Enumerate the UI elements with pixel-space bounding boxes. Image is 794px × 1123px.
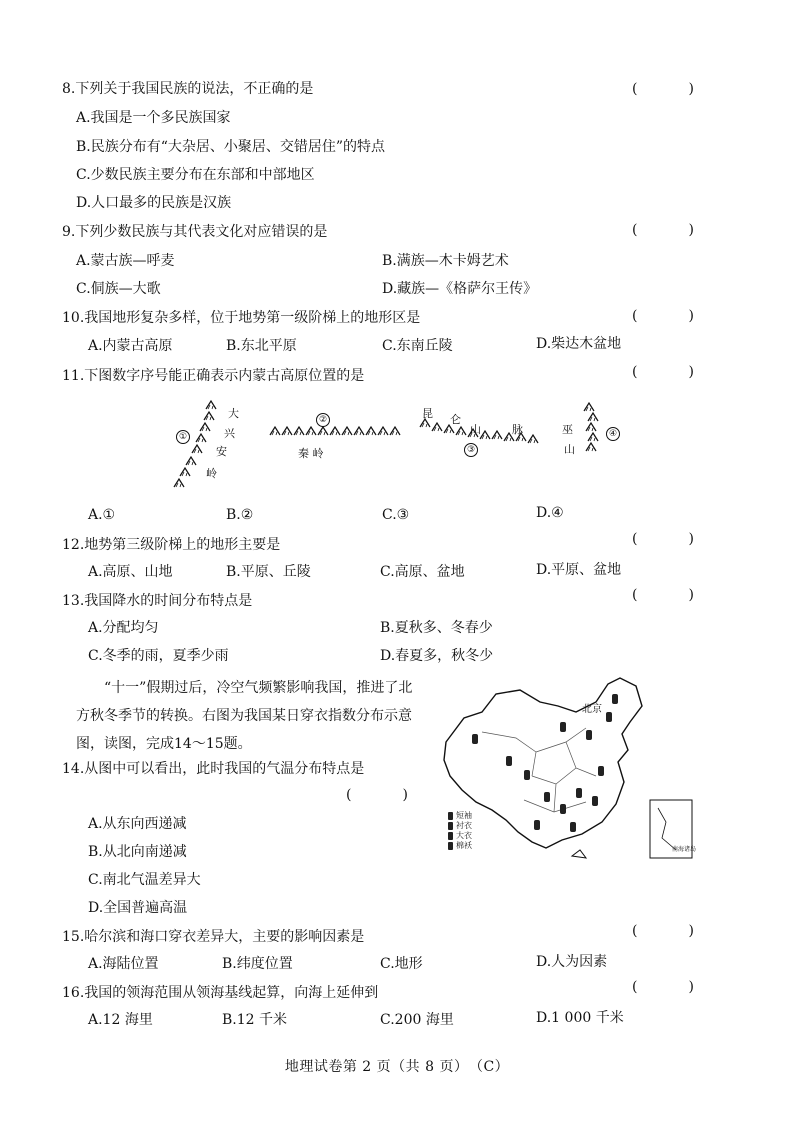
page-footer: 地理试卷第 2 页（共 8 页） （C） — [284, 1059, 510, 1075]
label-mai: 脉 — [512, 423, 523, 436]
answer-blank-q13[interactable]: ( ) — [632, 587, 694, 603]
q12-stem: 12.地势第三级阶梯上的地形主要是 — [62, 537, 281, 553]
q16-option-d: D.1 000 千米 — [536, 1010, 624, 1026]
answer-blank-q15[interactable]: ( ) — [632, 923, 694, 939]
q16-option-b: B.12 千米 — [222, 1012, 288, 1028]
q14-stem: 14.从图中可以看出，此时我国的气温分布特点是 — [62, 761, 365, 777]
q16-stem: 16.我国的领海范围从领海基线起算，向海上延伸到 — [62, 985, 379, 1001]
q15-option-c: C.地形 — [380, 956, 423, 972]
q12-option-b: B.平原、丘陵 — [226, 564, 311, 580]
label-wu: 巫 — [562, 423, 573, 436]
q11-stem: 11.下图数字序号能正确表示内蒙古高原位置的是 — [62, 368, 365, 384]
q11-option-c: C.③ — [382, 507, 410, 523]
q11-option-d: D.④ — [536, 505, 564, 521]
answer-blank-q10[interactable]: ( ) — [632, 308, 694, 324]
q10-option-d: D.柴达木盆地 — [536, 336, 622, 352]
q9-option-c: C.侗族—大歌 — [76, 281, 161, 297]
reading-passage: “十一”假期过后，冷空气频繁影响我国，推进了北方秋冬季节的转换。右图为我国某日穿衣指数分布示意图，读图，完成14～15题。 — [76, 680, 413, 752]
label-da: 大 — [228, 407, 239, 420]
q8-option-b: B.民族分布有“大杂居、小聚居、交错居住”的特点 — [76, 139, 386, 155]
q9-option-d: D.藏族—《格萨尔王传》 — [382, 281, 538, 297]
q14-option-b: B.从北向南递减 — [88, 844, 187, 860]
label-shan2: 山 — [564, 443, 575, 456]
q12-option-c: C.高原、盆地 — [380, 564, 465, 580]
answer-blank-q12[interactable]: ( ) — [632, 531, 694, 547]
q8-option-d: D.人口最多的民族是汉族 — [76, 195, 232, 211]
q16-option-a: A.12 海里 — [88, 1012, 153, 1028]
q16-option-c: C.200 海里 — [380, 1012, 454, 1028]
q10-option-a: A.内蒙古高原 — [88, 338, 173, 354]
answer-blank-q11[interactable]: ( ) — [632, 364, 694, 380]
q11-option-b: B.② — [226, 507, 254, 523]
legend-shirt: 衬衣 — [456, 821, 472, 830]
q9-option-b: B.满族—木卡姆艺术 — [382, 253, 509, 269]
city-label-beijing: 北京 — [582, 704, 602, 715]
qinling-mountains — [270, 427, 400, 435]
q10-stem: 10.我国地形复杂多样，位于地势第一级阶梯上的地形区是 — [62, 310, 421, 326]
label-xing: 兴 — [224, 427, 235, 440]
q13-option-d: D.春夏多，秋冬少 — [380, 648, 494, 664]
q13-option-c: C.冬季的雨，夏季少雨 — [88, 648, 229, 664]
answer-blank-q16[interactable]: ( ) — [632, 979, 694, 995]
q9-option-a: A.蒙古族—呼麦 — [76, 253, 175, 269]
answer-blank-q14[interactable]: ( ) — [346, 787, 408, 803]
label-3: ③ — [464, 443, 478, 457]
legend-padded-jacket: 棉袄 — [456, 841, 472, 850]
label-an: 安 — [216, 445, 227, 458]
q9-stem: 9.下列少数民族与其代表文化对应错误的是 — [62, 224, 328, 240]
answer-blank-q9[interactable]: ( ) — [632, 222, 694, 238]
q14-option-c: C.南北气温差异大 — [88, 872, 201, 888]
q13-option-a: A.分配均匀 — [88, 620, 159, 636]
q15-option-b: B.纬度位置 — [222, 956, 293, 972]
q12-option-d: D.平原、盆地 — [536, 562, 622, 578]
q8-stem: 8.下列关于我国民族的说法，不正确的是 — [62, 81, 314, 97]
q14-option-d: D.全国普遍高温 — [88, 900, 188, 916]
q12-option-a: A.高原、山地 — [88, 564, 173, 580]
q13-stem: 13.我国降水的时间分布特点是 — [62, 593, 253, 609]
q11-option-a: A.① — [88, 507, 116, 523]
q13-option-b: B.夏秋多、冬春少 — [380, 620, 493, 636]
china-clothing-index-map — [436, 672, 698, 864]
mountain-range-diagram — [160, 395, 640, 495]
q15-stem: 15.哈尔滨和海口穿衣差异大，主要的影响因素是 — [62, 929, 365, 945]
q10-option-b: B.东北平原 — [226, 338, 297, 354]
answer-blank-q8[interactable]: ( ) — [632, 81, 694, 97]
inset-label: 南海诸岛 — [672, 846, 697, 853]
q10-option-c: C.东南丘陵 — [382, 338, 453, 354]
china-map-outline — [436, 672, 698, 864]
label-2: ② — [316, 413, 330, 427]
label-1: ① — [176, 430, 190, 444]
label-ling: 岭 — [206, 467, 217, 480]
q8-option-c: C.少数民族主要分布在东部和中部地区 — [76, 167, 315, 183]
q15-option-a: A.海陆位置 — [88, 956, 159, 972]
legend-shortsleeve: 短袖 — [456, 811, 472, 820]
label-qinling: 秦 岭 — [298, 447, 324, 460]
legend-coat: 大衣 — [456, 831, 472, 840]
label-lun: 仑 — [450, 413, 461, 426]
q15-option-d: D.人为因素 — [536, 954, 608, 970]
label-shan1: 山 — [470, 423, 481, 436]
label-kun: 昆 — [422, 407, 433, 420]
q14-option-a: A.从东向西递减 — [88, 816, 187, 832]
q8-option-a: A.我国是一个多民族国家 — [76, 110, 231, 126]
label-4: ④ — [606, 427, 620, 441]
wushan-mountains — [584, 403, 598, 451]
